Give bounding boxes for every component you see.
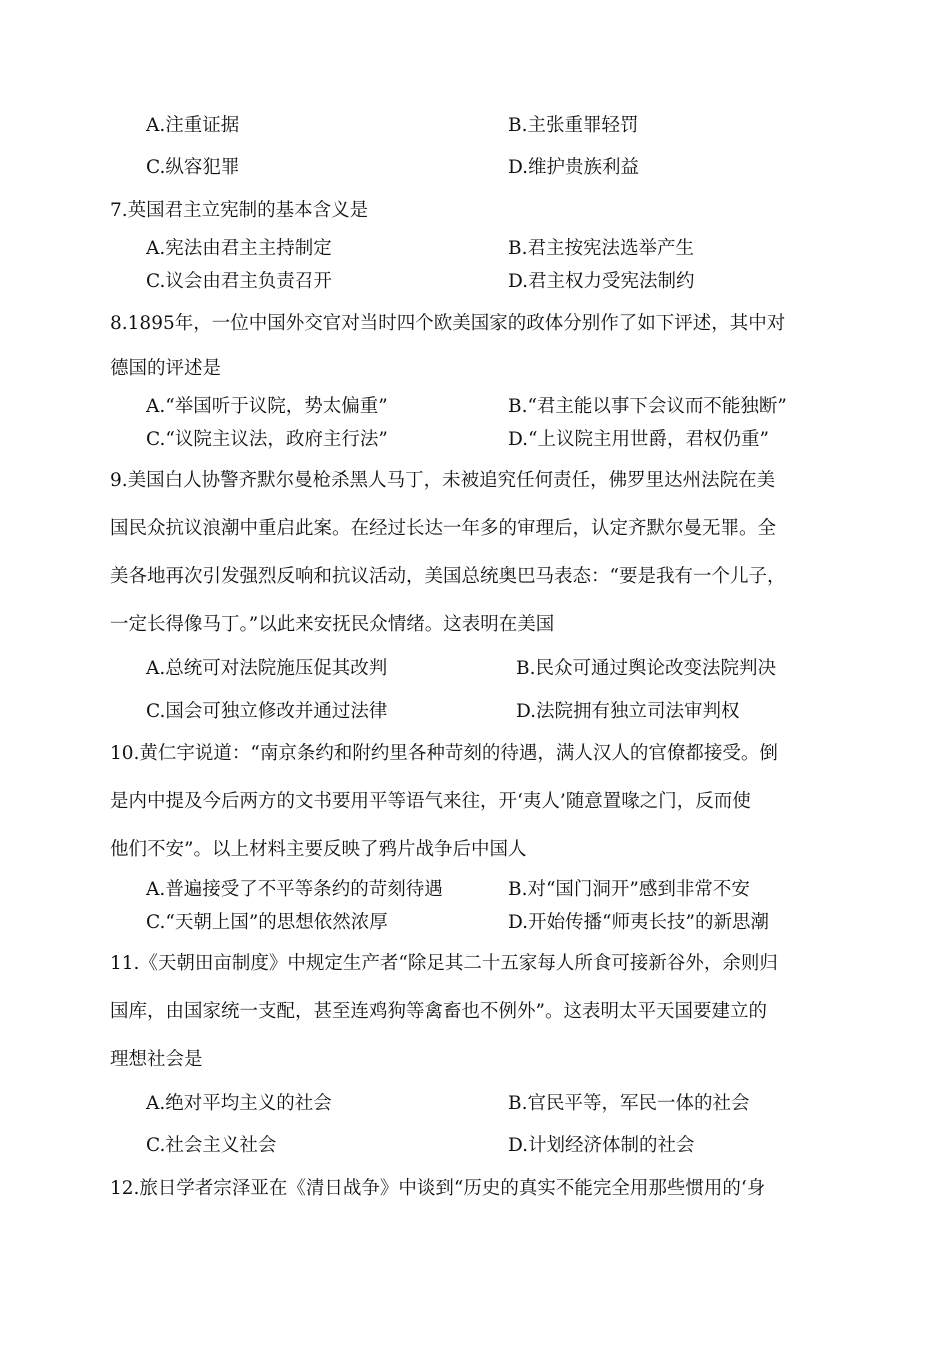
q10-option-d: D.开始传播“师夷长技”的新思潮 (508, 912, 769, 933)
q8-option-d: D.“上议院主用世爵，君权仍重” (508, 429, 769, 450)
q8-stem-line-2: 德国的评述是 (110, 358, 222, 379)
q9-stem-line-1: 9.美国白人协警齐默尔曼枪杀黑人马丁，未被追究任何责任，佛罗里达州法院在美 (110, 470, 776, 491)
q10-option-c: C.“天朝上国”的思想依然浓厚 (146, 912, 388, 933)
q11-option-b: B.官民平等，军民一体的社会 (508, 1093, 750, 1114)
q8-stem-line-1: 8.1895年，一位中国外交官对当时四个欧美国家的政体分别作了如下评述，其中对 (110, 313, 786, 334)
q9-option-c: C.国会可独立修改并通过法律 (146, 701, 388, 722)
q9-option-d: D.法院拥有独立司法审判权 (516, 701, 740, 722)
q9-option-b: B.民众可通过舆论改变法院判决 (516, 658, 776, 679)
q6-option-b: B.主张重罪轻罚 (508, 115, 639, 136)
q10-stem-line-3: 他们不安”。以上材料主要反映了鸦片战争后中国人 (110, 839, 527, 860)
q7-option-c: C.议会由君主负责召开 (146, 271, 332, 292)
q9-option-a: A.总统可对法院施压促其改判 (146, 658, 388, 679)
q10-stem-line-2: 是内中提及今后两方的文书要用平等语气来往，开‘夷人’随意置喙之门，反而使 (110, 791, 751, 812)
q10-stem-line-1: 10.黄仁宇说道：“南京条约和附约里各种苛刻的待遇，满人汉人的官僚都接受。倒 (110, 743, 778, 764)
q12-stem-line-1: 12.旅日学者宗泽亚在《清日战争》中谈到“历史的真实不能完全用那些惯用的‘身 (110, 1178, 766, 1199)
q6-option-c: C.纵容犯罪 (146, 157, 240, 178)
q11-option-d: D.计划经济体制的社会 (508, 1135, 695, 1156)
q11-stem-line-3: 理想社会是 (110, 1049, 203, 1070)
q6-option-d: D.维护贵族利益 (508, 157, 640, 178)
q7-option-b: B.君主按宪法选举产生 (508, 238, 694, 259)
q9-stem-line-2: 国民众抗议浪潮中重启此案。在经过长达一年多的审理后，认定齐默尔曼无罪。全 (110, 518, 777, 539)
q7-stem: 7.英国君主立宪制的基本含义是 (110, 200, 369, 221)
q7-option-a: A.宪法由君主主持制定 (146, 238, 332, 259)
q6-option-a: A.注重证据 (146, 115, 240, 136)
q9-stem-line-4: 一定长得像马丁。”以此来安抚民众情绪。这表明在美国 (110, 614, 555, 635)
q8-option-b: B.“君主能以事下会议而不能独断” (508, 396, 787, 417)
q8-option-a: A.“举国听于议院，势太偏重” (146, 396, 388, 417)
q11-stem-line-1: 11.《天朝田亩制度》中规定生产者“除足其二十五家每人所食可接新谷外，余则归 (110, 953, 778, 974)
q8-option-c: C.“议院主议法，政府主行法” (146, 429, 388, 450)
q10-option-b: B.对“国门洞开”感到非常不安 (508, 879, 750, 900)
q9-stem-line-3: 美各地再次引发强烈反响和抗议活动，美国总统奥巴马表态：“要是我有一个儿子， (110, 566, 786, 587)
q7-option-d: D.君主权力受宪法制约 (508, 271, 695, 292)
q11-option-c: C.社会主义社会 (146, 1135, 277, 1156)
q10-option-a: A.普遍接受了不平等条约的苛刻待遇 (146, 879, 443, 900)
q11-option-a: A.绝对平均主义的社会 (146, 1093, 332, 1114)
q11-stem-line-2: 国库，由国家统一支配，甚至连鸡狗等禽畜也不例外”。这表明太平天国要建立的 (110, 1001, 767, 1022)
